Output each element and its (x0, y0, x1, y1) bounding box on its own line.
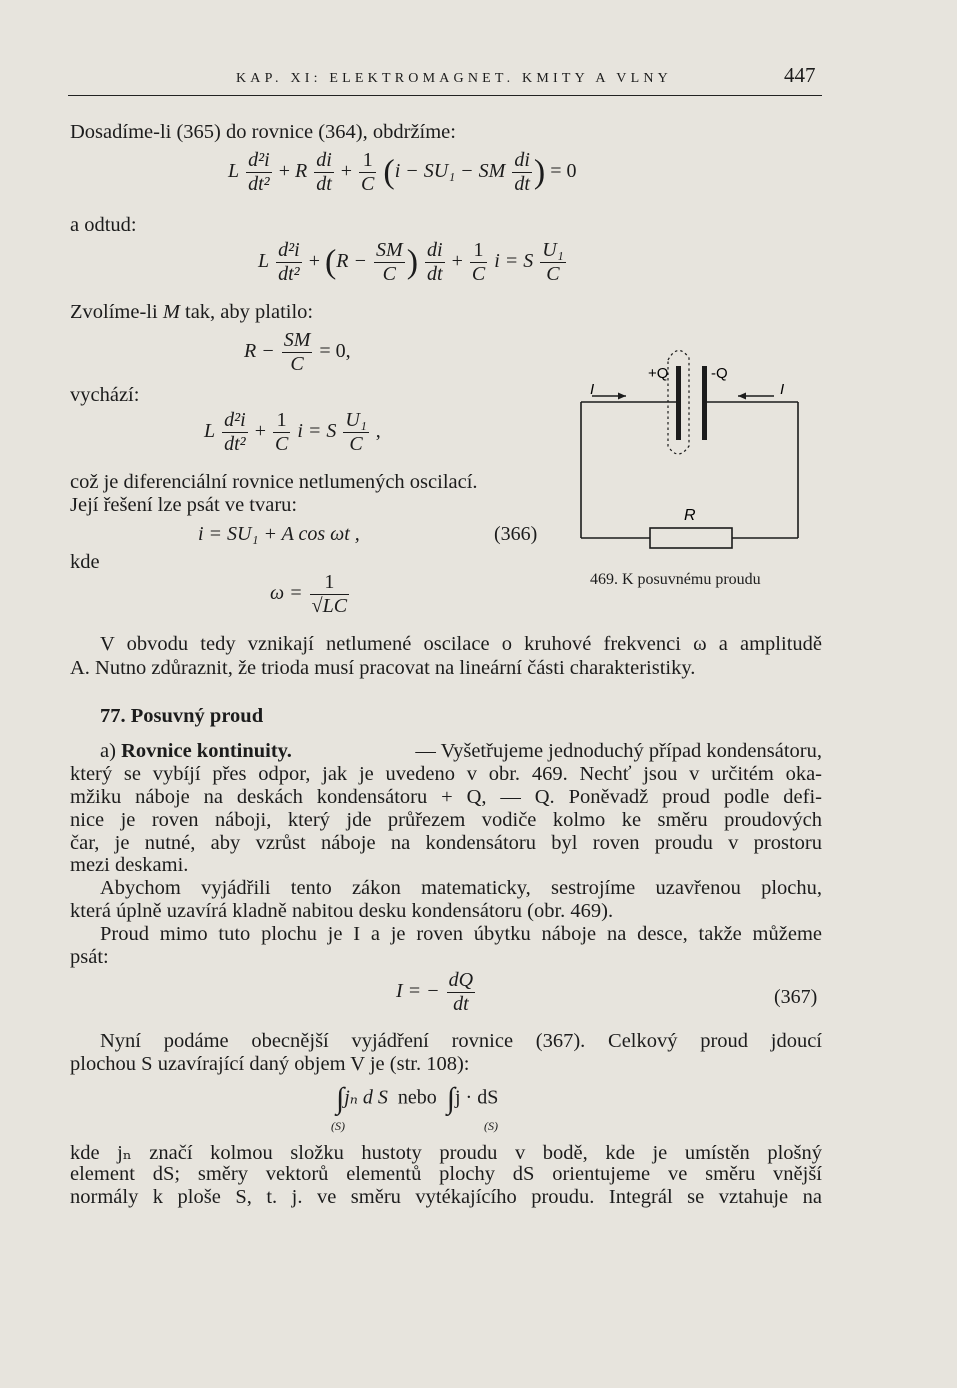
paragraph-e-line-3: normály k ploše S, t. j. ve směru vytékajícího proudu. Integrál se vztahuje na (70, 1186, 822, 1208)
label-i-left: I (590, 381, 595, 398)
eq4-one: 1 (276, 409, 287, 431)
eq2-frac-1c (470, 240, 487, 285)
zvolime-text: Zvolíme-li (70, 301, 158, 323)
integral-sub-1: (S) (331, 1119, 345, 1133)
eq3-C: C (282, 352, 313, 375)
paragraph-a-line-2: který se vybíjí přes odpor, jak je uvedeno v obr. 469. Nechť jsou v určitém oka- (70, 763, 822, 785)
eq4-L: L (204, 420, 216, 443)
omega-one: 1 (324, 571, 335, 593)
equation-366-number: (366) (494, 523, 538, 545)
paragraph-obvodu-line-1: V obvodu tedy vznikají netlumené oscilace o kruhové frekvenci ω a amplitudě (100, 633, 822, 655)
eq367-den: dt (447, 992, 475, 1015)
eq1-rhs: = 0 (550, 160, 577, 183)
eq2-R: R − (336, 250, 368, 273)
zvolime-M: M (162, 301, 180, 323)
eq2-paren-open: ( (324, 243, 337, 281)
eq2-dt: dt (427, 263, 443, 285)
eq3-SM: SM (283, 329, 311, 351)
capacitor-plate-positive (676, 366, 681, 440)
eq2-frac-d2i (276, 240, 302, 285)
eq2-den: dt² (278, 263, 300, 285)
omega-den: √LC (311, 595, 348, 617)
eq4-frac-d2i (222, 410, 248, 455)
eq3-rhs: = 0, (319, 340, 351, 363)
integral-sub-2: (S) (484, 1119, 498, 1133)
equation-4 (204, 410, 381, 455)
paragraph-e-line-1: kde jₙ značí kolmou složku hustoty proudu v bodě, kde je umístěn plošný (70, 1142, 822, 1164)
header-rule (68, 95, 822, 96)
label-r: R (684, 507, 696, 524)
para-a-label: a) (100, 740, 116, 762)
omega-frac (310, 572, 349, 617)
eq1-dt: dt (316, 173, 332, 195)
vychazi: vychází: (70, 384, 140, 406)
paragraph-a-line-6: mezi deskami. (70, 854, 189, 876)
page-number: 447 (784, 63, 816, 87)
paragraph-e-line-2: element dS; směry vektorů elementů plochy dS orientujeme ve směru vnější (70, 1163, 822, 1185)
equation-367-number: (367) (774, 986, 818, 1008)
equation-366: i = SU₁ + A cos ωt , (198, 523, 360, 545)
equation-2 (258, 240, 568, 285)
eq2-C3: C (540, 262, 565, 285)
eq2-di: di (427, 239, 443, 261)
omega-lhs: ω = (270, 582, 303, 605)
arrow-head-left (618, 393, 626, 400)
eq2-plus: + (308, 250, 320, 273)
section-heading: 77. Posuvný proud (100, 705, 264, 727)
para-a-title: Rovnice kontinuity. (121, 740, 292, 762)
jeji-reseni-line: Její řešení lze psát ve tvaru: (70, 494, 298, 516)
omega-equation (270, 572, 351, 617)
eq1-di: di (316, 149, 332, 171)
eq2-plus-2: + (451, 250, 463, 273)
integral-nebo: nebo (397, 1086, 437, 1109)
integral-left: jₙ d S (344, 1086, 388, 1109)
equation-1 (228, 150, 576, 195)
running-head: KAP. XI: ELEKTROMAGNET. KMITY A VLNY (236, 71, 672, 86)
eq2-C2: C (471, 263, 486, 285)
paragraph-b-line-2: která úplně uzavírá kladně nabitou desku kondensátoru (obr. 469). (70, 900, 614, 922)
a-odtud: a odtud: (70, 214, 137, 236)
paragraph-b-line-1: Abychom vyjádřili tento zákon matematicky, sestrojíme uzavřenou plochu, (100, 877, 822, 899)
eq1-paren-close: ) (533, 153, 546, 191)
paragraph-a-line-1 (100, 740, 822, 763)
paragraph-a-line-5: čar, je nutné, aby vzrůst náboje na kondensátoru byl roven proudu v prostoru (70, 832, 822, 854)
eq1-L: L (228, 160, 240, 183)
integral-sign-1: ∫ (336, 1082, 345, 1115)
integral-expression (336, 1082, 498, 1116)
eq4-frac-u1 (343, 410, 368, 455)
paragraph-c-line-2: psát: (70, 946, 109, 968)
eq367-lhs: I = − (396, 980, 440, 1003)
eq4-den: dt² (224, 433, 246, 455)
eq1-frac-d2i (246, 150, 272, 195)
para-a-line-1-text: — Vyšetřujeme jednoduchý případ kondensátoru, (415, 740, 822, 762)
eq1-dt3: dt (514, 173, 530, 195)
eq2-L: L (258, 250, 270, 273)
eq2-num: d²i (278, 239, 300, 261)
eq2-paren-close: ) (406, 243, 419, 281)
zvolime-rest: tak, aby platilo: (185, 301, 314, 323)
eq1-mid: i − SU₁ − SM (394, 160, 506, 183)
coz-je-line: což je diferenciální rovnice netlumených oscilací. (70, 471, 478, 493)
eq1-num: d²i (248, 149, 270, 171)
paragraph-a-line-4: nice je roven náboji, který jde průřezem vodiče kolmo ke směru proudových (70, 809, 822, 831)
integral-right: j · dS (455, 1086, 499, 1109)
eq1-plus: + (278, 160, 290, 183)
eq4-C2: C (343, 432, 368, 455)
eq2-frac-sm (374, 240, 405, 285)
eq4-U1: U₁ (345, 409, 367, 431)
label-plus-q: +Q (648, 365, 669, 382)
eq1-den: dt² (248, 173, 270, 195)
eq1-frac-1c (359, 150, 376, 195)
paragraph-d-line-1: Nyní podáme obecnější vyjádření rovnice (367). Celkový proud jdoucí (100, 1030, 822, 1052)
resistor-r (650, 528, 732, 548)
eq4-C: C (274, 433, 289, 455)
eq2-one: 1 (473, 239, 484, 261)
eq1-C: C (361, 173, 375, 195)
eq1-frac-di (314, 150, 334, 195)
eq2-C: C (374, 262, 405, 285)
eq2-i: i = S (494, 250, 534, 273)
integral-sign-2: ∫ (446, 1082, 455, 1115)
zvolime-line (70, 301, 313, 324)
eq4-num: d²i (224, 409, 246, 431)
eq1-plus-2: + (340, 160, 353, 183)
equation-367 (396, 970, 477, 1015)
eq2-SM: SM (376, 239, 403, 261)
capacitor-plate-negative (702, 366, 707, 440)
paragraph-obvodu-line-2: A. Nutno zdůraznit, že trioda musí pracovat na lineární části charakteristiky. (70, 657, 696, 679)
figure-caption: 469. K posuvnému proudu (590, 571, 761, 588)
eq3-frac-sm (282, 330, 313, 375)
label-i-right: I (780, 381, 785, 398)
paragraph-a-line-3: mžiku náboje na deskách kondensátoru + Q, — Q. Poněvadž proud podle defi- (70, 786, 822, 808)
eq2-frac-u1 (540, 240, 565, 285)
label-minus-q: -Q (711, 365, 728, 382)
eq1-one: 1 (362, 149, 373, 171)
intro-line: Dosadíme-li (365) do rovnice (364), obdržíme: (70, 121, 456, 143)
kde-label: kde (70, 551, 100, 573)
eq1-di2: di (514, 149, 530, 171)
arrow-head-right (738, 393, 746, 400)
eq367-num: dQ (448, 969, 474, 991)
circuit-figure (578, 338, 808, 560)
eq2-U1: U₁ (542, 239, 564, 261)
eq3-R: R − (244, 340, 275, 363)
equation-3 (244, 330, 351, 375)
eq4-i: i = S (297, 420, 337, 443)
eq4-comma: , (375, 420, 381, 443)
eq4-frac-1c (273, 410, 290, 455)
eq2-frac-di (425, 240, 445, 285)
paragraph-d-line-2: plochou S uzavírající daný objem V je (str. 108): (70, 1053, 470, 1075)
eq367-frac (447, 970, 475, 1015)
eq4-plus: + (254, 420, 266, 443)
eq1-frac-di2 (512, 150, 532, 195)
paragraph-c-line-1: Proud mimo tuto plochu je I a je roven úbytku náboje na desce, takže můžeme (100, 923, 822, 945)
eq1-paren-open: ( (383, 153, 395, 191)
eq1-R: R (294, 160, 308, 183)
